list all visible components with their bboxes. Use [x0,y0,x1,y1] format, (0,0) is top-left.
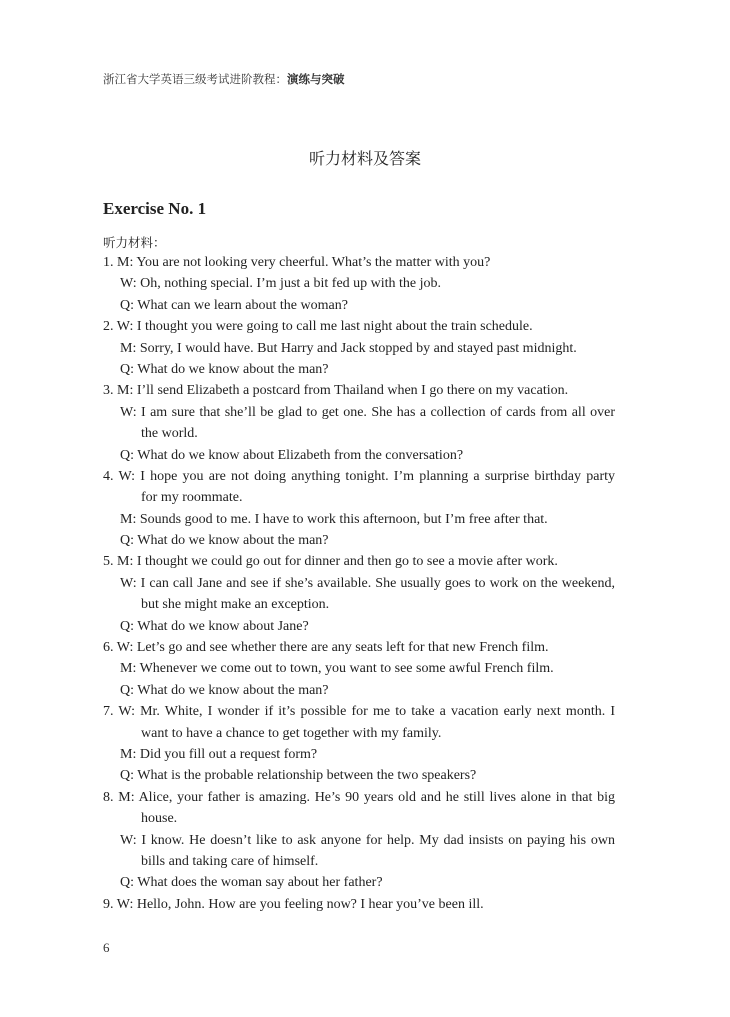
transcript-line: Q: What do we know about the man? [120,533,329,549]
transcript-line: 8. M: Alice, your father is amazing. He’s 90 years old and he still lives alone in that big [103,789,615,805]
listening-transcript [103,252,615,915]
running-header [103,71,345,87]
transcript-line: W: I am sure that she’ll be glad to get one. She has a collection of cards from all over [120,404,615,420]
running-header-prefix: 浙江省大学英语三级考试进阶教程： [103,72,287,86]
transcript-line: W: Oh, nothing special. I’m just a bit fed up with the job. [120,276,442,292]
transcript-line: 3. M: I’ll send Elizabeth a postcard from Thailand when I go there on my vacation. [103,383,569,399]
transcript-line: W: I know. He doesn’t like to ask anyone for help. My dad insists on paying his own [120,832,615,848]
transcript-line: Q: What do we know about Jane? [120,618,309,634]
transcript-line: Q: What do we know about the man? [120,361,329,377]
transcript-line: M: Did you fill out a request form? [120,746,318,762]
transcript-line: bills and taking care of himself. [141,853,319,869]
transcript-line: 2. W: I thought you were going to call me last night about the train schedule. [103,319,533,335]
transcript-line: M: Whenever we come out to town, you want to see some awful French film. [120,661,554,677]
transcript-line: but she might make an exception. [141,597,330,613]
running-header-bold: 演练与突破 [287,72,345,86]
transcript-line: for my roommate. [141,490,243,506]
transcript-line: 4. W: I hope you are not doing anything tonight. I’m planning a surprise birthday party [103,468,615,484]
transcript-line: 7. W: Mr. White, I wonder if it’s possible for me to take a vacation early next month. I [103,704,615,720]
page-title: 听力材料及答案 [308,149,421,168]
transcript-line: 9. W: Hello, John. How are you feeling now? I hear you’ve been ill. [103,896,484,912]
page-number: 6 [103,940,110,955]
transcript-line: Q: What do we know about Elizabeth from the conversation? [120,447,464,463]
transcript-line: Q: What can we learn about the woman? [120,297,348,313]
transcript-line: M: Sorry, I would have. But Harry and Jack stopped by and stayed past midnight. [120,340,577,356]
transcript-line: W: I can call Jane and see if she’s available. She usually goes to work on the weekend, [120,575,615,591]
transcript-line: want to have a chance to get together with my family. [141,725,442,741]
transcript-line: the world. [141,426,198,442]
transcript-line: Q: What does the woman say about her father? [120,875,383,891]
transcript-line: M: Sounds good to me. I have to work this afternoon, but I’m free after that. [120,511,548,527]
listening-material-heading: 听力材料： [103,235,166,250]
exercise-heading: Exercise No. 1 [103,199,207,218]
transcript-line: house. [141,811,178,827]
transcript-line: 1. M: You are not looking very cheerful. What’s the matter with you? [103,255,491,270]
transcript-line: Q: What do we know about the man? [120,682,329,698]
transcript-line: Q: What is the probable relationship between the two speakers? [120,768,477,784]
transcript-line: 6. W: Let’s go and see whether there are any seats left for that new French film. [103,640,549,656]
transcript-line: 5. M: I thought we could go out for dinner and then go to see a movie after work. [103,554,558,570]
